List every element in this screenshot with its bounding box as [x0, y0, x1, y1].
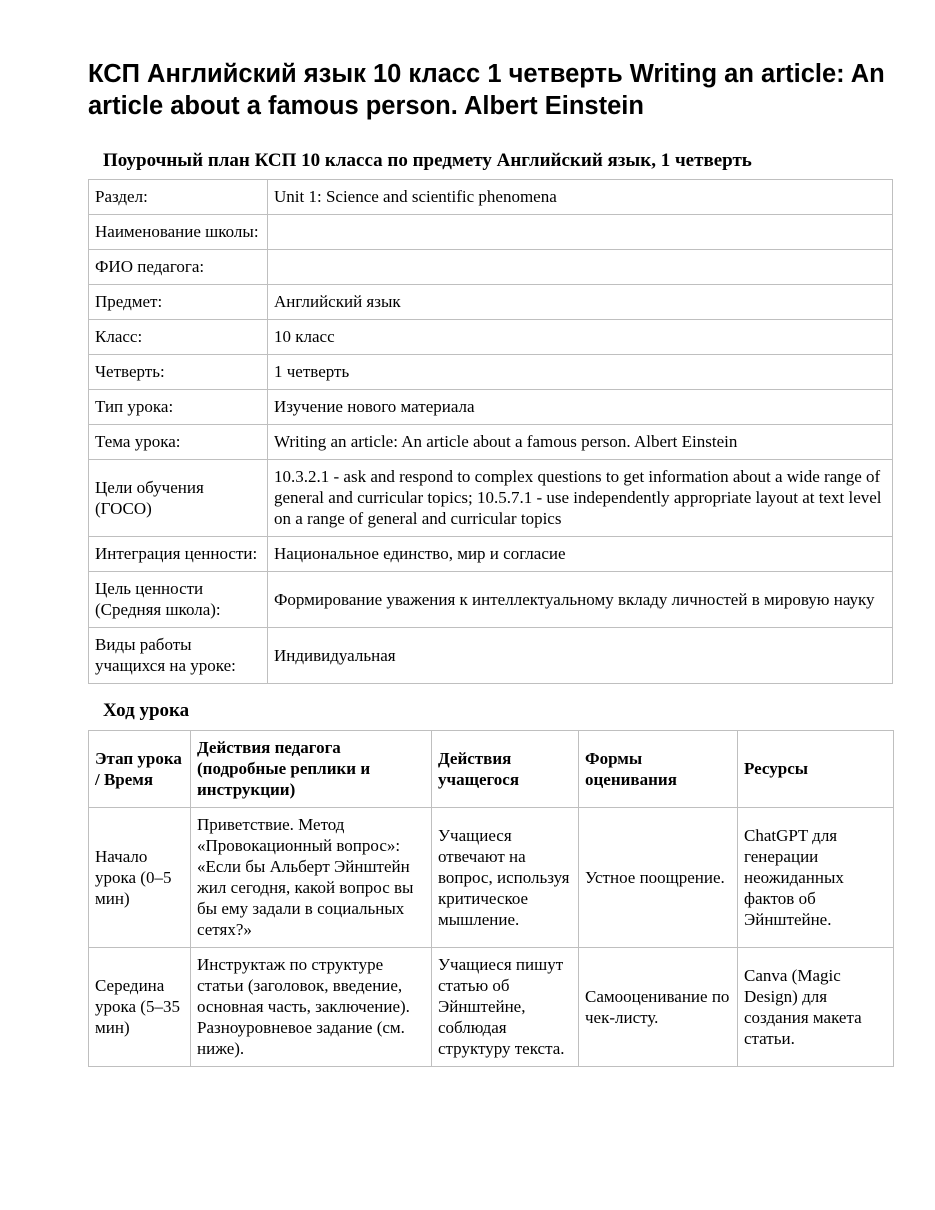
student-actions-cell: Учащиеся отвечают на вопрос, используя критическое мышление.	[432, 808, 579, 948]
info-row-learning-objectives	[89, 460, 893, 537]
lesson-progress-table	[88, 730, 894, 1067]
student-actions-cell: Учащиеся пишут статью об Эйнштейне, соблюдая структуру текста.	[432, 948, 579, 1067]
teacher-actions-cell: Приветствие. Метод «Провокационный вопрос»: «Если бы Альберт Эйнштейн жил сегодня, какой вопрос вы бы ему задали в социальных сетях?»	[191, 808, 432, 948]
info-label: Тип урока:	[89, 390, 268, 425]
info-label: Интеграция ценности:	[89, 537, 268, 572]
column-header-teacher-actions: Действия педагога (подробные реплики и инструкции)	[191, 731, 432, 808]
stage-cell: Середина урока (5–35 мин)	[89, 948, 191, 1067]
column-header-student-actions: Действия учащегося	[432, 731, 579, 808]
info-row-value-goal	[89, 572, 893, 628]
info-value: Изучение нового материала	[268, 390, 893, 425]
info-value: Unit 1: Science and scientific phenomena	[268, 180, 893, 215]
info-value: 10 класс	[268, 320, 893, 355]
lesson-plan-heading: Поурочный план КСП 10 класса по предмету Английский язык, 1 четверть	[103, 150, 752, 171]
info-row-quarter	[89, 355, 893, 390]
info-label: Цель ценности (Средняя школа):	[89, 572, 268, 628]
info-label: Виды работы учащихся на уроке:	[89, 628, 268, 684]
lesson-info-table	[88, 179, 893, 684]
info-value: Индивидуальная	[268, 628, 893, 684]
info-value: Writing an article: An article about a famous person. Albert Einstein	[268, 425, 893, 460]
info-label: Раздел:	[89, 180, 268, 215]
progress-row-middle	[89, 948, 894, 1067]
document-page	[88, 58, 893, 1067]
info-label: Класс:	[89, 320, 268, 355]
info-value	[268, 215, 893, 250]
column-header-resources: Ресурсы	[738, 731, 894, 808]
stage-cell: Начало урока (0–5 мин)	[89, 808, 191, 948]
column-header-assessment: Формы оценивания	[579, 731, 738, 808]
document-title: КСП Английский язык 10 класс 1 четверть Writing an article: An article about a famous person. Albert Einstein	[88, 60, 885, 120]
info-value: 1 четверть	[268, 355, 893, 390]
info-label: Четверть:	[89, 355, 268, 390]
assessment-cell: Самооценивание по чек-листу.	[579, 948, 738, 1067]
progress-row-start	[89, 808, 894, 948]
info-row-teacher	[89, 250, 893, 285]
info-value: Формирование уважения к интеллектуальному вкладу личностей в мировую науку	[268, 572, 893, 628]
info-row-school	[89, 215, 893, 250]
lesson-progress-heading: Ход урока	[103, 700, 190, 721]
teacher-actions-cell: Инструктаж по структуре статьи (заголовок, введение, основная часть, заключение). Разноуровневое задание (см. ниже).	[191, 948, 432, 1067]
progress-header-row	[89, 731, 894, 808]
info-row-section	[89, 180, 893, 215]
info-row-subject	[89, 285, 893, 320]
info-row-lesson-topic	[89, 425, 893, 460]
info-value	[268, 250, 893, 285]
info-row-work-types	[89, 628, 893, 684]
info-value: Национальное единство, мир и согласие	[268, 537, 893, 572]
info-label: Цели обучения (ГОСО)	[89, 460, 268, 537]
resources-cell: ChatGPT для генерации неожиданных фактов об Эйнштейне.	[738, 808, 894, 948]
info-label: Тема урока:	[89, 425, 268, 460]
assessment-cell: Устное поощрение.	[579, 808, 738, 948]
info-row-value-integration	[89, 537, 893, 572]
info-label: Предмет:	[89, 285, 268, 320]
info-row-grade	[89, 320, 893, 355]
info-label: Наименование школы:	[89, 215, 268, 250]
column-header-stage: Этап урока / Время	[89, 731, 191, 808]
info-row-lesson-type	[89, 390, 893, 425]
info-label: ФИО педагога:	[89, 250, 268, 285]
resources-cell: Canva (Magic Design) для создания макета статьи.	[738, 948, 894, 1067]
info-value: 10.3.2.1 - ask and respond to complex questions to get information about a wide range of general and curricular topics; 10.5.7.1 - use independently appropriate layout at text level on a range of general and curricular topics	[268, 460, 893, 537]
info-value: Английский язык	[268, 285, 893, 320]
